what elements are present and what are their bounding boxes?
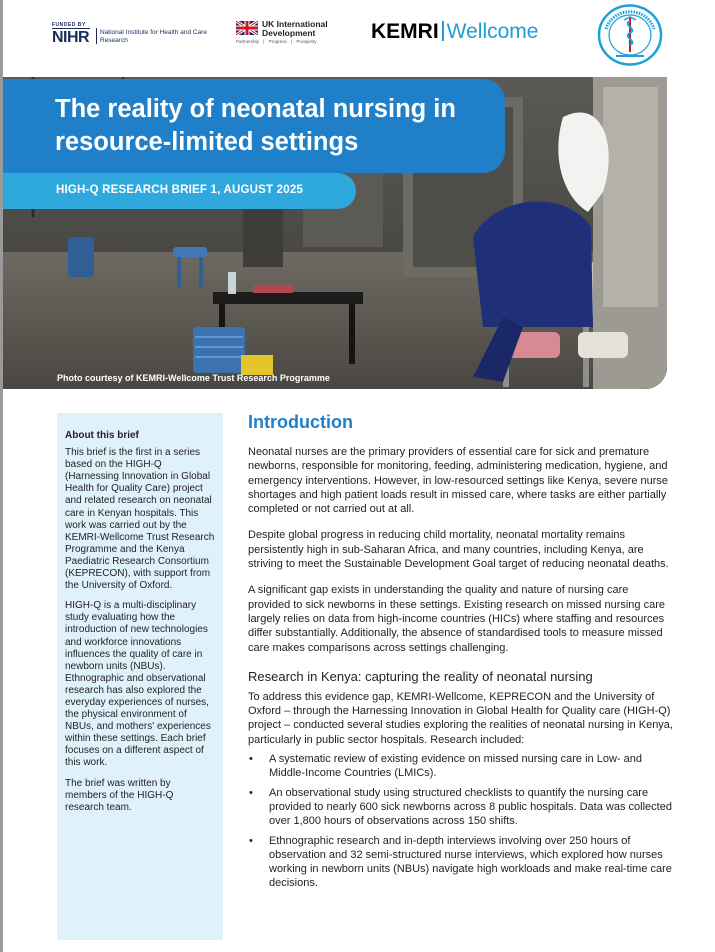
- nihr-mark: NIHR: [52, 29, 90, 46]
- list-item: • An observational study using structured checklists to quantify the nursing care provided to nearly 600 sick newborns across 8 public hospitals. Data was collected over 1,800 hours of observations across 150 shifts.: [248, 786, 673, 829]
- kemri-seal-icon: [596, 3, 664, 67]
- subtitle-banner: [3, 173, 356, 209]
- ukid-tagline: Partnership | Progress | Prosperity: [236, 39, 317, 44]
- ukid-name: UK International Development: [262, 19, 328, 38]
- kemri-divider: [442, 21, 444, 41]
- research-list: [248, 752, 673, 891]
- sidebar-paragraph: HIGH-Q is a multi-disciplinary study evaluating how the introduction of new technologies and workforce innovations influences the quality of care in newborn units (NBUs). Ethnographic and observational research has also explored the everyday experiences of nurses, the physical environment of NBUs, and mothers' experiences within these settings. Each brief focuses on a different aspect of this work.: [65, 600, 211, 769]
- nihr-logo: [52, 22, 207, 46]
- wellcome-wordmark: Wellcome: [446, 20, 539, 43]
- list-item: • Ethnographic research and in-depth interviews involving over 250 hours of observation and 32 semi-structured nurse interviews, which explored how nurses working in newborn units (NBUs) navigate high workloads and make real-time care decisions.: [248, 834, 673, 891]
- nihr-name: National Institute for Health and Care Research: [100, 29, 207, 44]
- kemri-wellcome-logo: [371, 19, 538, 45]
- kemri-wordmark: KEMRI: [371, 20, 439, 43]
- sidebar-paragraph: This brief is the first in a series based on the HIGH-Q (Harnessing Innovation in Global Health for Quality Care) project and related research on neonatal care in Kenyan hospitals. This work was carried out by the KEMRI-Wellcome Trust Research Programme and the Kenya Paediatric Research Consortium (KEPRECON), with support from the University of Oxford.: [65, 447, 215, 592]
- list-item: • A systematic review of existing evidence on missed nursing care in Low- and Middle-Income Countries (LMICs).: [248, 752, 673, 781]
- nihr-funded-by: FUNDED BY: [52, 22, 90, 29]
- page-title: The reality of neonatal nursing in resource-limited settings: [55, 95, 456, 156]
- brief-subtitle: HIGH-Q RESEARCH BRIEF 1, AUGUST 2025: [56, 184, 304, 196]
- main-content: [248, 411, 673, 896]
- research-kenya-heading: Research in Kenya: capturing the reality of neonatal nursing: [248, 668, 593, 684]
- sidebar-heading: About this brief: [65, 430, 139, 441]
- photo-credit: Photo courtesy of KEMRI-Wellcome Trust Research Programme: [57, 373, 330, 383]
- intro-paragraph: Neonatal nurses are the primary providers of essential care for sick and premature newborns, responsible for monitoring, feeding, administering medication, hygiene, and emergency interventions. However, in low-resourced settings like Kenya, severe nurse shortages and high patient loads result in missed care, where tasks are either partially completed or not carried out at all.: [248, 446, 669, 516]
- research-paragraph: To address this evidence gap, KEMRI-Wellcome, KEPRECON and the University of Oxford – through the Harnessing Innovation in Global Health for Quality care (HIGH-Q) project – conducted several studies exploring the realities of neonatal nursing in Kenya, particularly in public sector hospitals. Research included:: [248, 690, 673, 746]
- sidebar-paragraph: The brief was written by members of the HIGH-Q research team.: [65, 777, 174, 813]
- intro-paragraph: A significant gap exists in understanding the quality and nature of nursing care provided to sick newborns in these settings. Existing research on missed nursing care largely relies on data from high-income countries (HICs) where staffing and resources differ substantially. Additionally, the absence of standardised tools to measure missed care makes comparisons across settings challenging.: [248, 584, 665, 654]
- about-this-brief-sidebar: [57, 413, 223, 940]
- intro-paragraph: Despite global progress in reducing child mortality, neonatal mortality remains persistently high in sub-Saharan Africa, and many countries, including Kenya, are striving to meet the Sustainable Development Goal target of reducing neonatal deaths.: [248, 529, 669, 571]
- introduction-heading: Introduction: [248, 412, 353, 432]
- union-flag-icon: [236, 21, 258, 35]
- logo-bar: [0, 0, 715, 70]
- title-banner: [3, 79, 505, 173]
- nihr-separator: [96, 28, 97, 44]
